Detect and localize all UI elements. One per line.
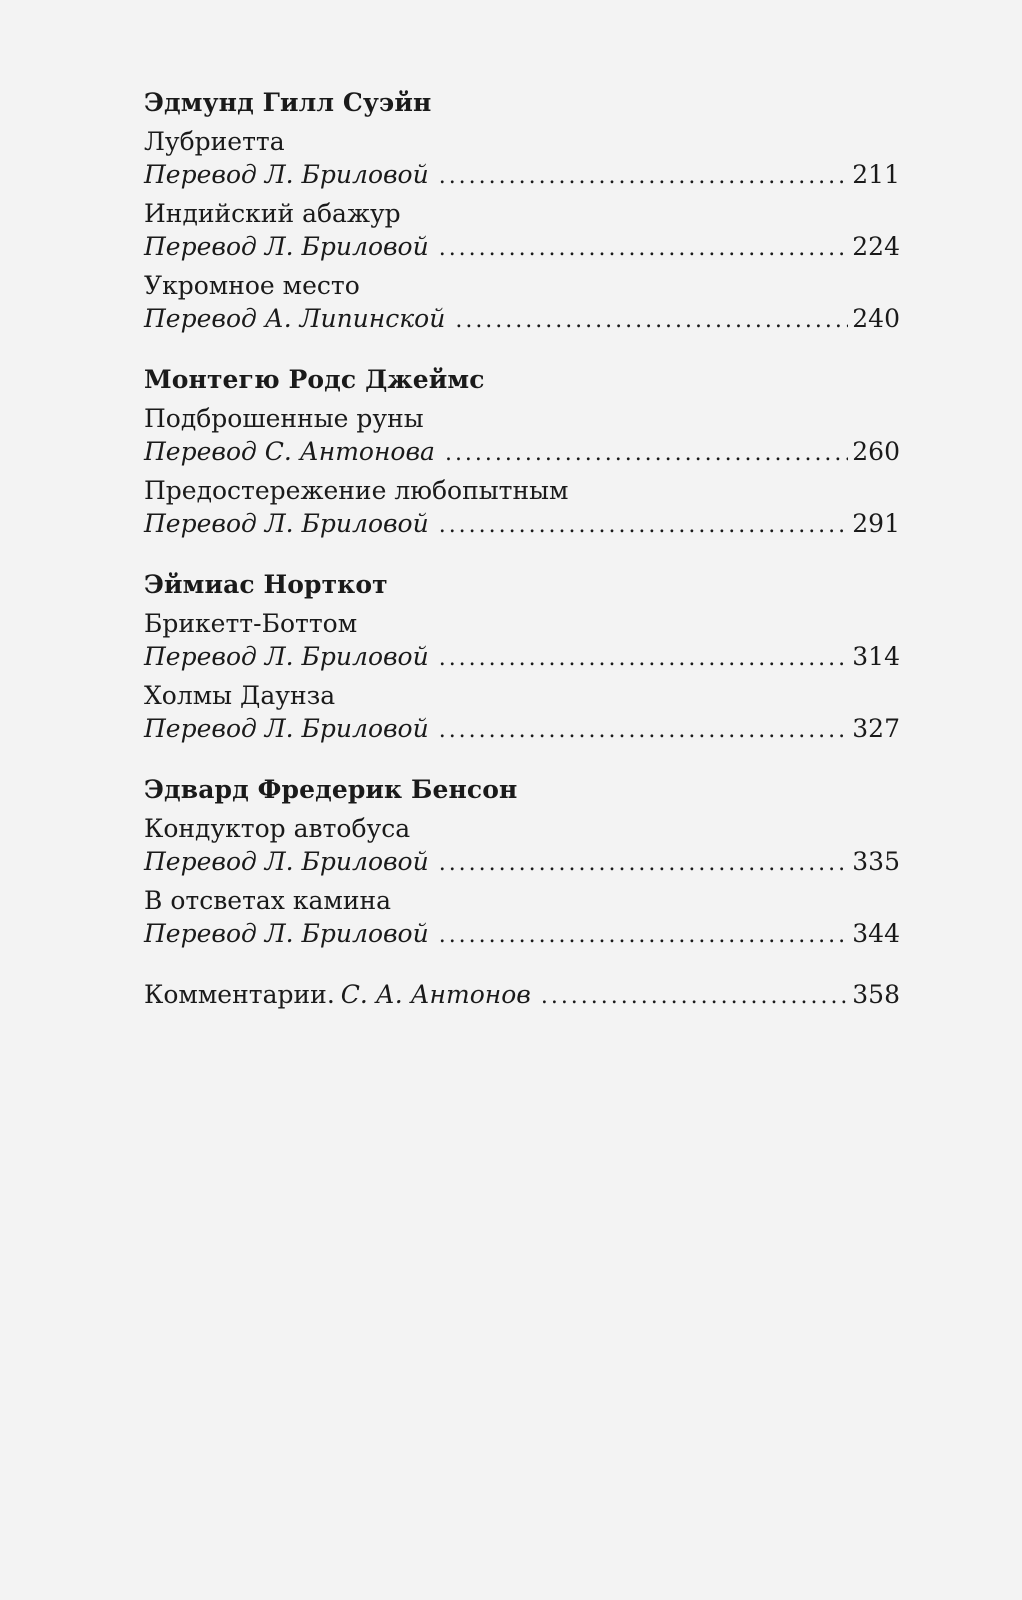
translator-line — [144, 158, 900, 191]
story-title: Предостережение любопытным — [144, 476, 569, 505]
translator-credit: Перевод Л. Бриловой — [144, 509, 429, 538]
leader-dots — [439, 919, 849, 952]
translator-credit: Перевод Л. Бриловой — [144, 919, 429, 948]
page-number: 335 — [852, 847, 900, 876]
story-title: В отсветах камина — [144, 886, 392, 915]
commentary-title: Комментарии. — [144, 980, 335, 1009]
leader-dots — [439, 160, 849, 193]
translator-credit: Перевод А. Липинской — [144, 304, 446, 333]
author-name: Эдмунд Гилл Суэйн — [144, 88, 432, 117]
translator-line — [144, 640, 900, 673]
translator-line — [144, 302, 900, 335]
toc-entry — [144, 884, 900, 950]
commentary-entry — [144, 978, 900, 1011]
page-number: 260 — [852, 437, 900, 466]
toc-entry — [144, 402, 900, 468]
page-number: 240 — [852, 304, 900, 333]
translator-credit: Перевод Л. Бриловой — [144, 847, 429, 876]
page-number: 291 — [852, 509, 900, 538]
table-of-contents — [144, 86, 900, 1011]
page-number: 211 — [852, 160, 900, 189]
page-number: 314 — [852, 642, 900, 671]
author-name: Эдвард Фредерик Бенсон — [144, 775, 518, 804]
page-number: 224 — [852, 232, 900, 261]
story-title: Лубриетта — [144, 127, 285, 156]
story-title: Кондуктор автобуса — [144, 814, 411, 843]
toc-entry — [144, 125, 900, 191]
page-number: 327 — [852, 714, 900, 743]
translator-line — [144, 507, 900, 540]
translator-line — [144, 845, 900, 878]
translator-credit: Перевод Л. Бриловой — [144, 160, 429, 189]
story-title: Холмы Даунза — [144, 681, 336, 710]
toc-section — [144, 773, 900, 950]
translator-credit: Перевод Л. Бриловой — [144, 642, 429, 671]
leader-dots — [439, 232, 849, 265]
author-name: Монтегю Родс Джеймс — [144, 365, 485, 394]
leader-dots — [455, 304, 848, 337]
leader-dots — [439, 642, 849, 675]
toc-entry — [144, 269, 900, 335]
leader-dots — [445, 437, 848, 470]
translator-credit: Перевод Л. Бриловой — [144, 714, 429, 743]
translator-line — [144, 917, 900, 950]
leader-dots — [439, 847, 849, 880]
toc-entry — [144, 679, 900, 745]
commentary-author: С. А. Антонов — [340, 980, 531, 1009]
leader-dots — [439, 714, 849, 747]
toc-entry — [144, 607, 900, 673]
toc-entry — [144, 197, 900, 263]
author-name: Эймиас Норткот — [144, 570, 388, 599]
translator-line — [144, 435, 900, 468]
leader-dots — [541, 980, 848, 1013]
story-title: Брикетт-Боттом — [144, 609, 358, 638]
toc-entry — [144, 474, 900, 540]
toc-section — [144, 568, 900, 745]
story-title: Индийский абажур — [144, 199, 401, 228]
toc-section — [144, 86, 900, 335]
translator-line — [144, 712, 900, 745]
leader-dots — [439, 509, 849, 542]
page-number: 344 — [852, 919, 900, 948]
translator-credit: Перевод С. Антонова — [144, 437, 435, 466]
translator-credit: Перевод Л. Бриловой — [144, 232, 429, 261]
story-title: Укромное место — [144, 271, 360, 300]
translator-line — [144, 230, 900, 263]
page-number: 358 — [852, 980, 900, 1009]
story-title: Подброшенные руны — [144, 404, 424, 433]
toc-section — [144, 363, 900, 540]
toc-entry — [144, 812, 900, 878]
